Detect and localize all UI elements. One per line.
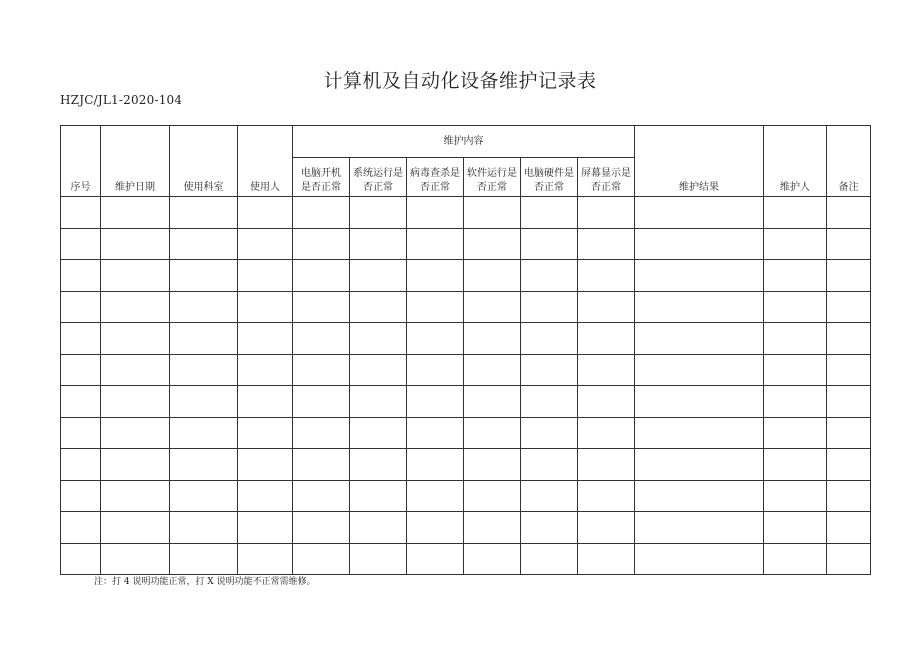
table-cell[interactable] [407,386,464,418]
table-cell[interactable] [764,291,827,323]
table-cell[interactable] [170,354,238,386]
table-cell[interactable] [350,323,407,355]
table-cell[interactable] [635,291,764,323]
table-cell[interactable] [521,417,578,449]
table-cell[interactable] [764,480,827,512]
table-cell[interactable] [407,323,464,355]
table-cell[interactable] [101,449,170,481]
table-cell[interactable] [827,449,871,481]
table-cell[interactable] [61,480,101,512]
table-cell[interactable] [764,417,827,449]
table-cell[interactable] [350,543,407,575]
table-cell[interactable] [238,354,293,386]
table-cell[interactable] [407,291,464,323]
table-cell[interactable] [578,543,635,575]
header-remark: 备注 [827,126,871,197]
table-cell[interactable] [293,543,350,575]
table-cell[interactable] [350,449,407,481]
table-cell[interactable] [764,449,827,481]
table-cell[interactable] [521,449,578,481]
table-cell[interactable] [407,543,464,575]
table-row [61,260,871,292]
table-cell[interactable] [521,512,578,544]
table-cell[interactable] [764,354,827,386]
table-cell[interactable] [293,449,350,481]
table-cell[interactable] [764,323,827,355]
table-cell[interactable] [101,480,170,512]
table-row [61,197,871,229]
table-cell[interactable] [464,512,521,544]
table-cell[interactable] [464,543,521,575]
header-line: 否正常 [363,181,393,193]
table-row [61,480,871,512]
table-cell[interactable] [464,449,521,481]
table-cell[interactable] [350,260,407,292]
table-row [61,417,871,449]
table-cell[interactable] [170,228,238,260]
table-cell[interactable] [827,354,871,386]
table-cell[interactable] [101,291,170,323]
table-cell[interactable] [293,323,350,355]
table-cell[interactable] [170,417,238,449]
table-cell[interactable] [101,197,170,229]
table-cell[interactable] [61,323,101,355]
table-cell[interactable] [350,386,407,418]
table-cell[interactable] [407,449,464,481]
table-cell[interactable] [170,260,238,292]
header-hardware-check [521,158,578,197]
table-cell[interactable] [464,480,521,512]
table-cell[interactable] [578,228,635,260]
table-cell[interactable] [635,354,764,386]
table-cell[interactable] [170,449,238,481]
table-cell[interactable] [635,260,764,292]
table-cell[interactable] [350,291,407,323]
table-cell[interactable] [293,512,350,544]
table-cell[interactable] [827,197,871,229]
table-cell[interactable] [238,512,293,544]
table-cell[interactable] [635,512,764,544]
table-cell[interactable] [101,260,170,292]
table-cell[interactable] [521,480,578,512]
table-cell[interactable] [170,543,238,575]
table-cell[interactable] [827,480,871,512]
table-cell[interactable] [521,197,578,229]
table-cell[interactable] [764,228,827,260]
header-seq: 序号 [61,126,101,197]
table-cell[interactable] [170,323,238,355]
table-row [61,512,871,544]
table-cell[interactable] [407,197,464,229]
table-cell[interactable] [635,543,764,575]
table-cell[interactable] [827,417,871,449]
table-cell[interactable] [61,291,101,323]
table-cell[interactable] [578,386,635,418]
table-cell[interactable] [764,386,827,418]
table-cell[interactable] [101,354,170,386]
table-cell[interactable] [61,417,101,449]
table-cell[interactable] [827,512,871,544]
table-cell[interactable] [293,354,350,386]
header-line: 否正常 [477,181,507,193]
table-row [61,228,871,260]
table-cell[interactable] [635,386,764,418]
table-row [61,291,871,323]
table-cell[interactable] [61,260,101,292]
table-cell[interactable] [61,386,101,418]
table-cell[interactable] [61,354,101,386]
table-cell[interactable] [827,543,871,575]
header-line: 否正常 [420,181,450,193]
header-maintenance-content: 维护内容 [293,126,635,158]
table-cell[interactable] [827,291,871,323]
table-cell[interactable] [764,543,827,575]
table-cell[interactable] [464,386,521,418]
header-user: 使用人 [238,126,293,197]
table-cell[interactable] [293,480,350,512]
table-cell[interactable] [350,228,407,260]
table-cell[interactable] [464,354,521,386]
table-cell[interactable] [578,449,635,481]
table-cell[interactable] [578,417,635,449]
table-cell[interactable] [407,228,464,260]
table-cell[interactable] [827,260,871,292]
table-cell[interactable] [350,480,407,512]
table-cell[interactable] [293,228,350,260]
header-line: 电脑硬件是 [524,168,574,179]
table-cell[interactable] [407,480,464,512]
table-cell[interactable] [350,417,407,449]
table-cell[interactable] [238,291,293,323]
table-cell[interactable] [635,228,764,260]
table-cell[interactable] [293,291,350,323]
table-cell[interactable] [61,449,101,481]
table-cell[interactable] [521,228,578,260]
table-cell[interactable] [764,260,827,292]
table-cell[interactable] [578,260,635,292]
header-result: 维护结果 [635,126,764,197]
table-cell[interactable] [635,197,764,229]
table-cell[interactable] [170,197,238,229]
table-cell[interactable] [521,323,578,355]
table-row [61,449,871,481]
footnote: 注：打 4 说明功能正常，打 X 说明功能不正常需维修。 [94,577,316,587]
table-cell[interactable] [521,291,578,323]
table-cell[interactable] [170,291,238,323]
table-row [61,386,871,418]
page-title: 计算机及自动化设备维护记录表 [323,70,597,92]
table-cell[interactable] [827,323,871,355]
table-cell[interactable] [464,323,521,355]
table-cell[interactable] [578,197,635,229]
table-cell[interactable] [350,512,407,544]
header-line: 否正常 [591,181,622,193]
table-cell[interactable] [578,354,635,386]
header-line: 系统运行是 [353,168,403,179]
table-cell[interactable] [61,543,101,575]
table-cell[interactable] [170,386,238,418]
table-cell[interactable] [464,417,521,449]
header-date: 维护日期 [101,126,170,197]
table-cell[interactable] [61,228,101,260]
table-cell[interactable] [238,260,293,292]
table-cell[interactable] [238,543,293,575]
table-cell[interactable] [464,228,521,260]
table-row [61,354,871,386]
table-cell[interactable] [407,260,464,292]
table-cell[interactable] [521,260,578,292]
table-cell[interactable] [238,323,293,355]
table-cell[interactable] [101,417,170,449]
table-cell[interactable] [521,386,578,418]
table-cell[interactable] [635,480,764,512]
table-cell[interactable] [464,260,521,292]
header-line: 屏幕显示是 [581,168,632,179]
header-virus-check [407,158,464,197]
header-display-check [578,158,635,197]
table-cell[interactable] [238,197,293,229]
header-system-check [350,158,407,197]
log-body [61,197,871,575]
table-cell[interactable] [464,291,521,323]
header-line: 软件运行是 [467,168,517,179]
table-cell[interactable] [521,354,578,386]
table-cell[interactable] [764,512,827,544]
header-line: 否正常 [534,181,564,193]
table-cell[interactable] [293,197,350,229]
header-boot-check [293,158,350,197]
table-row [61,543,871,575]
header-dept: 使用科室 [170,126,238,197]
table-cell[interactable] [407,354,464,386]
table-cell[interactable] [61,197,101,229]
table-cell[interactable] [170,480,238,512]
table-cell[interactable] [578,480,635,512]
table-cell[interactable] [293,386,350,418]
table-cell[interactable] [293,260,350,292]
table-cell[interactable] [635,323,764,355]
table-cell[interactable] [635,449,764,481]
table-cell[interactable] [827,386,871,418]
table-cell[interactable] [578,323,635,355]
header-line: 病毒查杀是 [410,168,460,179]
table-cell[interactable] [464,197,521,229]
table-cell[interactable] [293,417,350,449]
table-cell[interactable] [350,197,407,229]
table-cell[interactable] [238,386,293,418]
table-cell[interactable] [578,512,635,544]
table-cell[interactable] [764,197,827,229]
form-code: HZJC/JL1-2020-104 [60,93,183,107]
table-cell[interactable] [635,417,764,449]
table-cell[interactable] [61,512,101,544]
table-cell[interactable] [521,543,578,575]
table-cell[interactable] [407,512,464,544]
table-cell[interactable] [350,354,407,386]
table-cell[interactable] [101,512,170,544]
table-cell[interactable] [238,228,293,260]
header-software-check [464,158,521,197]
table-cell[interactable] [578,291,635,323]
table-cell[interactable] [238,480,293,512]
table-cell[interactable] [407,417,464,449]
table-cell[interactable] [170,512,238,544]
header-line: 电脑开机 [301,168,341,179]
table-cell[interactable] [101,323,170,355]
header-maintainer: 维护人 [764,126,827,197]
table-cell[interactable] [101,386,170,418]
table-cell[interactable] [238,417,293,449]
table-cell[interactable] [101,228,170,260]
maintenance-log-table [60,125,871,575]
table-cell[interactable] [827,228,871,260]
table-cell[interactable] [101,543,170,575]
table-cell[interactable] [238,449,293,481]
table-row [61,323,871,355]
header-line: 是否正常 [301,181,341,193]
